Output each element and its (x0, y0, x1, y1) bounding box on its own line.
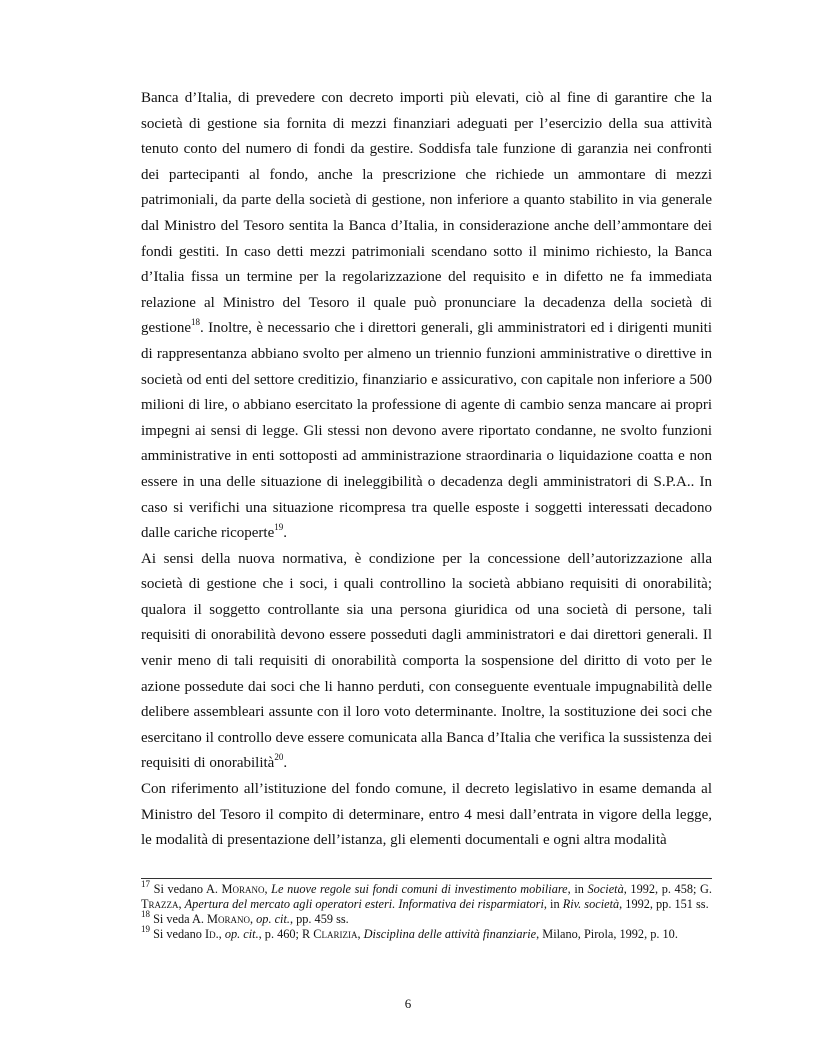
footnote-number: 17 (141, 878, 150, 889)
footnote-number: 19 (141, 923, 150, 934)
author-name: Id. (205, 927, 219, 941)
footnote-separator (141, 878, 712, 879)
footnote-18 (141, 908, 712, 927)
author-name: larizia (321, 927, 358, 941)
footnote-17 (141, 878, 712, 912)
footnotes (141, 878, 712, 942)
footnote-text: , p. 460; R C (258, 927, 322, 941)
paragraph-1-end: . (283, 525, 287, 542)
footnote-text: , pp. 459 ss. (289, 912, 349, 926)
footnote-text: , Milano, Pirola, 1992, p. 10. (536, 927, 678, 941)
page-number: 6 (404, 996, 412, 1011)
footnote-text: , (357, 927, 364, 941)
journal-title: Società (587, 882, 624, 896)
author-name: Morano (207, 912, 250, 926)
footnote-text: , (178, 897, 185, 911)
footnote-text: Si vedano A. (150, 882, 222, 896)
footnote-text: , 1992, pp. 151 ss. (619, 897, 709, 911)
work-title: Apertura del mercato agli operatori esteri. Informativa dei risparmiatori (184, 897, 544, 911)
citation-abbrev: op. cit. (256, 912, 290, 926)
paragraph-2-text: Ai sensi della nuova normativa, è condizione per la concessione dell’autorizzazione alla società di gestione che i soci, i quali controllino la società abbiano requisiti di onorabilità; qualora il soggetto controllante sia una persona giuridica od una società di persone, tali requisiti di onorabilità devono essere posseduti dagli amministratori e dai direttori generali. Il venir meno di tali requisiti di onorabilità comporta la sospensione del diritto di voto per le azione possedute dai soci che li hanno perduti, con conseguente eventuale impugnabilità delle delibere assembleari assunte con il loro voto determinante. Inoltre, la sostituzione dei soci che esercitano il controllo deve essere comunicata alla Banca d’Italia che verifica la sussistenza dei requisiti di onorabilità (141, 550, 712, 772)
paragraph-1-text: Banca d’Italia, di prevedere con decreto importi più elevati, ciò al fine di garantire che la società di gestione sia fornita di mezzi finanziari adeguati per l’esercizio della sua attività tenuto conto del numero di fondi da gestire. Soddisfa tale funzione di garanzia nei confronti dei partecipanti al fondo, anche la prescrizione che richiede un ammontare di mezzi patrimoniali, da parte della società di gestione, non inferiore a quanto stabilito in via generale dal Ministro del Tesoro sentita la Banca d’Italia, in considerazione anche dell’ammontare dei fondi gestiti. In caso detti mezzi patrimoniali scendano sotto il minimo richiesto, la Banca d’Italia fissa un termine per la regolarizzazione del requisito e in difetto ne fa immediata relazione al Ministro del Tesoro il quale può pronunciare la decadenza della società di gestione (141, 90, 712, 337)
work-title: Disciplina delle attività finanziarie (363, 927, 537, 941)
footnote-ref-19: 19 (274, 522, 284, 533)
footnote-text: Si veda A. (150, 912, 208, 926)
main-text (141, 86, 712, 854)
footnote-ref-18: 18 (191, 317, 200, 328)
footnote-text: , (249, 912, 257, 926)
footnote-text: Si vedano (150, 927, 205, 941)
footnote-text: , 1992, p. 458; G. T (141, 882, 712, 911)
footnote-text: , in (567, 882, 588, 896)
paragraph-1-text-continued: . Inoltre, è necessario che i direttori generali, gli amministratori ed i dirigenti muniti di rappresentanza abbiano svolto per almeno un triennio funzioni amministrative o direttive in società od enti del settore creditizio, finanziario e assicurativo, con capitale non inferiore a 500 milioni di lire, o abbiano esercitato la professione di agente di cambio senza mancare ai propri impegni ai sensi di legge. Gli stessi non devono avere riportato condanne, ne svolto funzioni amministrative in enti sottoposti ad amministrazione straordinaria o liquidazione coatta e non essere in una delle situazione di ineleggibilità o decadenza degli amministratori di S.P.A.. In caso si verifichi una situazione ricompresa tra quelle esposte i soggetti interessati decadono dalle cariche ricoperte (141, 320, 712, 542)
footnote-ref-20: 20 (274, 752, 284, 763)
journal-title: Riv. società (562, 897, 620, 911)
paragraph-3: Con riferimento all’istituzione del fondo comune, il decreto legislativo in esame demanda al Ministro del Tesoro il compito di determinare, entro 4 mesi dall’entrata in vigore della legge, le modalità di presentazione dell’istanza, gli elementi documentali e ogni altra modalità (141, 781, 712, 849)
footnote-text: , (264, 882, 272, 896)
footnote-text: , (218, 927, 225, 941)
citation-abbrev: op. cit. (224, 927, 259, 941)
paragraph-1 (141, 86, 712, 547)
footnote-text: , in (543, 897, 563, 911)
paragraph-2 (141, 547, 712, 777)
paragraph-2-end: . (283, 755, 288, 772)
author-name: razza (148, 897, 179, 911)
footnote-number: 18 (141, 908, 150, 919)
author-name: Morano (221, 882, 265, 896)
footnote-19 (141, 923, 712, 942)
work-title: Le nuove regole sui fondi comuni di investimento mobiliare (271, 882, 568, 896)
